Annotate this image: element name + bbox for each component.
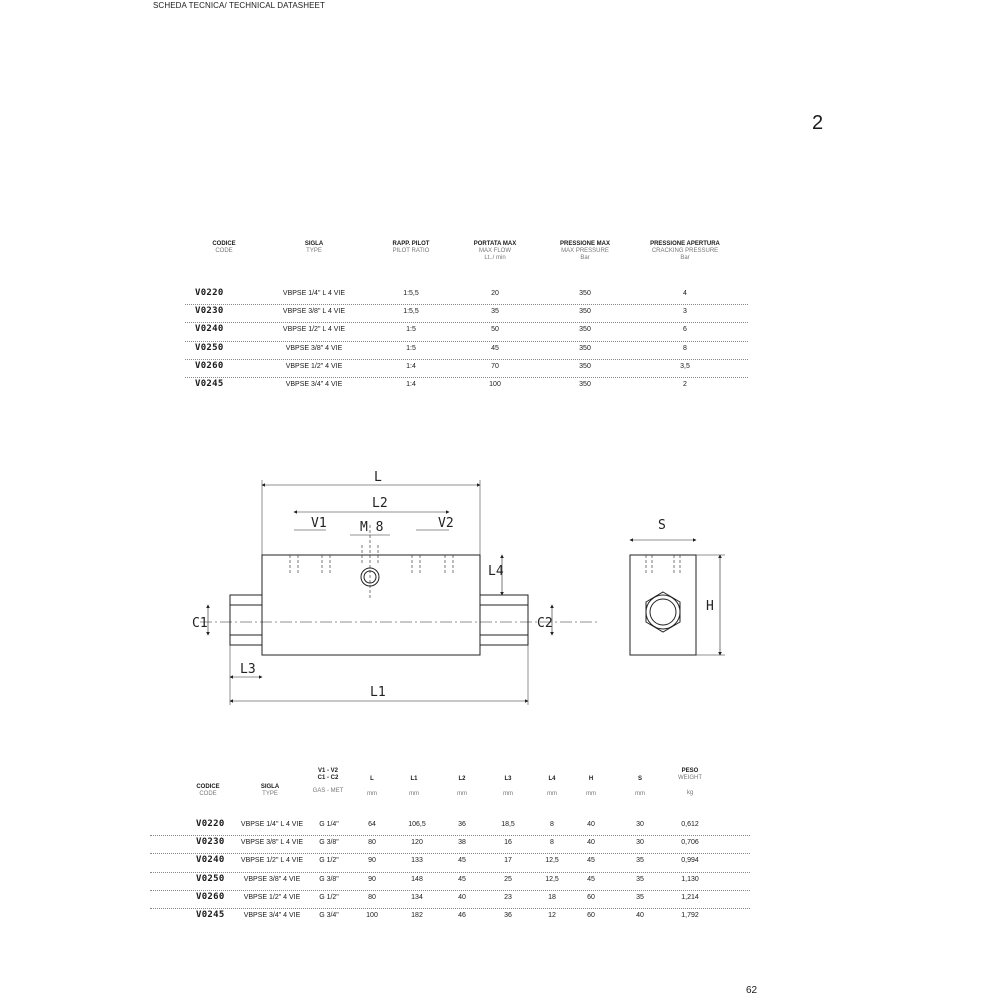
cell-l2: 36	[458, 821, 466, 828]
cell-code: V0220	[196, 819, 225, 829]
dim-label-l3: L3	[240, 662, 256, 677]
dcol-weight-title2: WEIGHT	[678, 774, 702, 781]
cell-code: V0230	[196, 837, 225, 848]
cell-thread: G 3/8"	[319, 839, 339, 847]
col-code-title: CODICE	[212, 241, 236, 247]
performance-table	[185, 241, 748, 395]
cell-l2: 46	[458, 911, 466, 919]
col-flow-unit: Lt../ min	[484, 254, 506, 261]
cell-l: 80	[368, 839, 376, 847]
dimensions-table-header	[150, 768, 750, 818]
dcol-s-header	[628, 776, 652, 798]
dcol-l3-unit: mm	[503, 790, 513, 797]
dcol-l4-unit: mm	[547, 790, 557, 797]
dcol-thread-header	[306, 768, 350, 795]
col-pressure-unit: Bar	[580, 254, 590, 261]
cell-type: VBPSE 1/2" L 4 VIE	[240, 857, 304, 865]
table-row	[150, 909, 750, 926]
cell-l2: 45	[458, 875, 466, 883]
table-row	[185, 323, 748, 341]
cell-l4: 12,5	[545, 857, 559, 865]
dim-label-l4: L4	[488, 564, 504, 579]
cell-code: V0260	[195, 360, 224, 371]
dcol-l4-header	[540, 776, 564, 798]
cell-type: VBPSE 1/2" 4 VIE	[285, 362, 343, 370]
cell-l3: 23	[504, 893, 512, 901]
valve-side-view	[630, 555, 696, 655]
cell-cracking: 3	[683, 308, 687, 316]
side-port-hex	[646, 592, 680, 632]
dim-label-l2: L2	[372, 496, 388, 511]
performance-table-body	[185, 287, 748, 395]
cell-pressure: 350	[579, 380, 591, 388]
col-ratio-header	[381, 241, 441, 255]
col-code-header	[199, 241, 249, 255]
cell-pressure: 350	[579, 308, 591, 316]
cell-l3: 36	[504, 911, 512, 919]
cell-l1: 134	[411, 893, 423, 901]
dcol-h-unit: mm	[586, 790, 596, 797]
document-header: SCHEDA TECNICA/ TECHNICAL DATASHEET	[153, 1, 325, 10]
dcol-l1-header	[402, 776, 426, 798]
cell-weight: 1,214	[681, 893, 699, 901]
cell-ratio: 1:4	[406, 380, 416, 388]
cell-code: V0250	[196, 873, 225, 884]
cell-pressure: 350	[579, 344, 591, 352]
cell-code: V0245	[196, 909, 225, 920]
dcol-weight-title: PESO	[681, 768, 699, 774]
cell-l3: 16	[504, 839, 512, 847]
cell-l: 100	[366, 911, 378, 919]
col-ratio-title: RAPP. PILOT	[392, 241, 430, 247]
table-row	[150, 818, 750, 836]
cell-l2: 40	[458, 893, 466, 901]
col-cracking-header	[640, 241, 730, 262]
cell-l4: 18	[548, 893, 556, 901]
cell-cracking: 3,5	[680, 362, 690, 370]
dcol-weight-unit: kg	[686, 789, 694, 796]
table-row	[185, 305, 748, 323]
cell-type: VBPSE 3/8" 4 VIE	[285, 344, 343, 352]
cell-l1: 120	[411, 839, 423, 847]
cell-l1: 106,5	[408, 821, 426, 828]
cell-flow: 70	[491, 362, 499, 370]
dcol-type-header	[250, 784, 290, 798]
table-row	[185, 287, 748, 305]
dimensions-table-body	[150, 818, 750, 926]
cell-code: V0220	[195, 288, 224, 298]
col-flow-subtitle: MAX FLOW	[478, 247, 511, 254]
dcol-s-title: S	[637, 776, 642, 782]
cell-l1: 133	[411, 857, 423, 865]
cell-type: VBPSE 3/4" 4 VIE	[243, 911, 301, 919]
dcol-s-unit: mm	[635, 790, 645, 797]
cell-weight: 1,792	[681, 911, 699, 919]
cell-l2: 38	[458, 839, 466, 847]
col-pressure-header	[547, 241, 623, 262]
dcol-h-title: H	[588, 776, 594, 782]
cell-l2: 45	[458, 857, 466, 865]
dcol-l1-title: L1	[410, 776, 418, 782]
dim-label-v1: V1	[311, 516, 327, 531]
col-cracking-unit: Bar	[680, 254, 690, 261]
dcol-h-header	[579, 776, 603, 798]
table-row	[185, 360, 748, 378]
cell-code: V0245	[195, 378, 224, 389]
cell-weight: 0,706	[681, 839, 699, 847]
dcol-thread-title2: C1 - C2	[317, 774, 339, 781]
cell-l3: 25	[504, 875, 512, 883]
cell-l3: 18,5	[501, 821, 515, 828]
right-port-fitting	[480, 595, 528, 645]
dim-label-m8: M 8	[360, 520, 384, 535]
col-pressure-title: PRESSIONE MAX	[559, 241, 610, 247]
col-flow-title: PORTATA MAX	[473, 241, 517, 247]
cell-thread: G 1/4"	[319, 821, 339, 828]
cell-cracking: 8	[683, 344, 687, 352]
table-row	[150, 891, 750, 909]
cell-s: 30	[636, 821, 644, 828]
cell-h: 40	[587, 839, 595, 847]
cell-type: VBPSE 1/2" 4 VIE	[243, 893, 301, 901]
dcol-l2-title: L2	[458, 776, 466, 782]
cell-type: VBPSE 1/4" L 4 VIE	[240, 821, 304, 828]
cell-thread: G 3/4"	[319, 911, 339, 919]
col-ratio-subtitle: PILOT RATIO	[392, 247, 430, 254]
cell-l4: 8	[550, 821, 554, 828]
dcol-thread-title: V1 - V2	[317, 768, 338, 774]
cell-thread: G 3/8"	[319, 875, 339, 883]
dim-label-l: L	[374, 470, 382, 485]
cell-flow: 45	[491, 344, 499, 352]
table-row	[150, 854, 750, 872]
section-number: 2	[812, 112, 824, 134]
dim-label-c1: C1	[192, 616, 208, 631]
cell-l: 64	[368, 821, 376, 828]
cell-h: 45	[587, 857, 595, 865]
table-row	[185, 342, 748, 360]
cell-ratio: 1:5	[406, 326, 416, 334]
cell-l: 90	[368, 875, 376, 883]
dcol-l4-title: L4	[548, 776, 556, 782]
cell-thread: G 1/2"	[319, 893, 339, 901]
dim-label-l1: L1	[370, 685, 386, 700]
cell-h: 40	[587, 821, 595, 828]
cell-cracking: 4	[683, 290, 687, 297]
page-number: 62	[746, 985, 758, 996]
cell-type: VBPSE 3/8" L 4 VIE	[282, 308, 346, 316]
cell-ratio: 1:5,5	[403, 290, 419, 297]
cell-s: 35	[636, 857, 644, 865]
dcol-thread-subtitle: GAS - MET	[312, 787, 344, 794]
dcol-code-title: CODICE	[196, 784, 220, 790]
dcol-l1-unit: mm	[409, 790, 419, 797]
cell-s: 35	[636, 893, 644, 901]
table-row	[150, 836, 750, 854]
cell-l: 90	[368, 857, 376, 865]
cell-weight: 0,994	[681, 857, 699, 865]
cell-ratio: 1:4	[406, 362, 416, 370]
table-row	[150, 873, 750, 891]
dim-label-h: H	[706, 599, 714, 614]
cell-code: V0230	[195, 306, 224, 317]
cell-h: 45	[587, 875, 595, 883]
cell-pressure: 350	[579, 362, 591, 370]
cell-cracking: 2	[683, 380, 687, 388]
valve-body	[262, 555, 480, 655]
dim-label-v2: V2	[438, 516, 454, 531]
cell-code: V0260	[196, 891, 225, 902]
col-type-subtitle: TYPE	[306, 247, 322, 254]
cell-weight: 1,130	[681, 875, 699, 883]
dcol-l3-title: L3	[504, 776, 512, 782]
cell-l: 80	[368, 893, 376, 901]
cell-ratio: 1:5	[406, 344, 416, 352]
cell-s: 40	[636, 911, 644, 919]
dcol-l-header	[360, 776, 384, 798]
cell-pressure: 350	[579, 290, 591, 297]
cell-pressure: 350	[579, 326, 591, 334]
cell-cracking: 6	[683, 326, 687, 334]
dcol-l2-header	[450, 776, 474, 798]
cell-thread: G 1/2"	[319, 857, 339, 865]
dcol-code-subtitle: CODE	[199, 790, 217, 797]
cell-flow: 50	[491, 326, 499, 334]
table-row	[185, 378, 748, 395]
dimensions-table	[150, 768, 750, 926]
cell-type: VBPSE 1/4" L 4 VIE	[282, 290, 346, 297]
dcol-l2-unit: mm	[457, 790, 467, 797]
dim-label-c2: C2	[537, 616, 553, 631]
cell-l1: 148	[411, 875, 423, 883]
cell-h: 60	[587, 911, 595, 919]
left-port-fitting	[230, 595, 262, 645]
cell-l3: 17	[504, 857, 512, 865]
cell-type: VBPSE 3/8" 4 VIE	[243, 875, 301, 883]
cell-l1: 182	[411, 911, 423, 919]
cell-s: 35	[636, 875, 644, 883]
cell-s: 30	[636, 839, 644, 847]
col-type-header	[289, 241, 339, 255]
dcol-type-subtitle: TYPE	[262, 790, 278, 797]
valve-dimension-drawing	[180, 465, 750, 710]
cell-l4: 8	[550, 839, 554, 847]
cell-flow: 100	[489, 380, 501, 388]
dim-label-s: S	[658, 518, 666, 533]
col-type-title: SIGLA	[304, 241, 324, 247]
cell-l4: 12,5	[545, 875, 559, 883]
cell-type: VBPSE 3/4" 4 VIE	[285, 380, 343, 388]
cell-type: VBPSE 3/8" L 4 VIE	[240, 839, 304, 847]
cell-l4: 12	[548, 911, 556, 919]
dcol-l3-header	[496, 776, 520, 798]
col-cracking-subtitle: CRACKING PRESSURE	[651, 247, 719, 254]
cell-code: V0240	[195, 324, 224, 335]
cell-flow: 20	[491, 290, 499, 297]
performance-table-header	[185, 241, 748, 287]
cell-code: V0240	[196, 855, 225, 866]
col-cracking-title: PRESSIONE APERTURA	[650, 241, 720, 247]
dcol-code-header	[190, 784, 226, 798]
col-code-subtitle: CODE	[215, 247, 233, 254]
cell-code: V0250	[195, 342, 224, 353]
cell-weight: 0,612	[681, 821, 699, 828]
cell-type: VBPSE 1/2" L 4 VIE	[282, 326, 346, 334]
cell-h: 60	[587, 893, 595, 901]
col-flow-header	[460, 241, 530, 262]
dcol-l-unit: mm	[367, 790, 377, 797]
cell-ratio: 1:5,5	[403, 308, 419, 316]
col-pressure-subtitle: MAX PRESSURE	[561, 247, 609, 254]
dcol-weight-header	[670, 768, 710, 797]
dcol-type-title: SIGLA	[260, 784, 280, 790]
dcol-l-title: L	[370, 776, 374, 782]
cell-flow: 35	[491, 308, 499, 316]
